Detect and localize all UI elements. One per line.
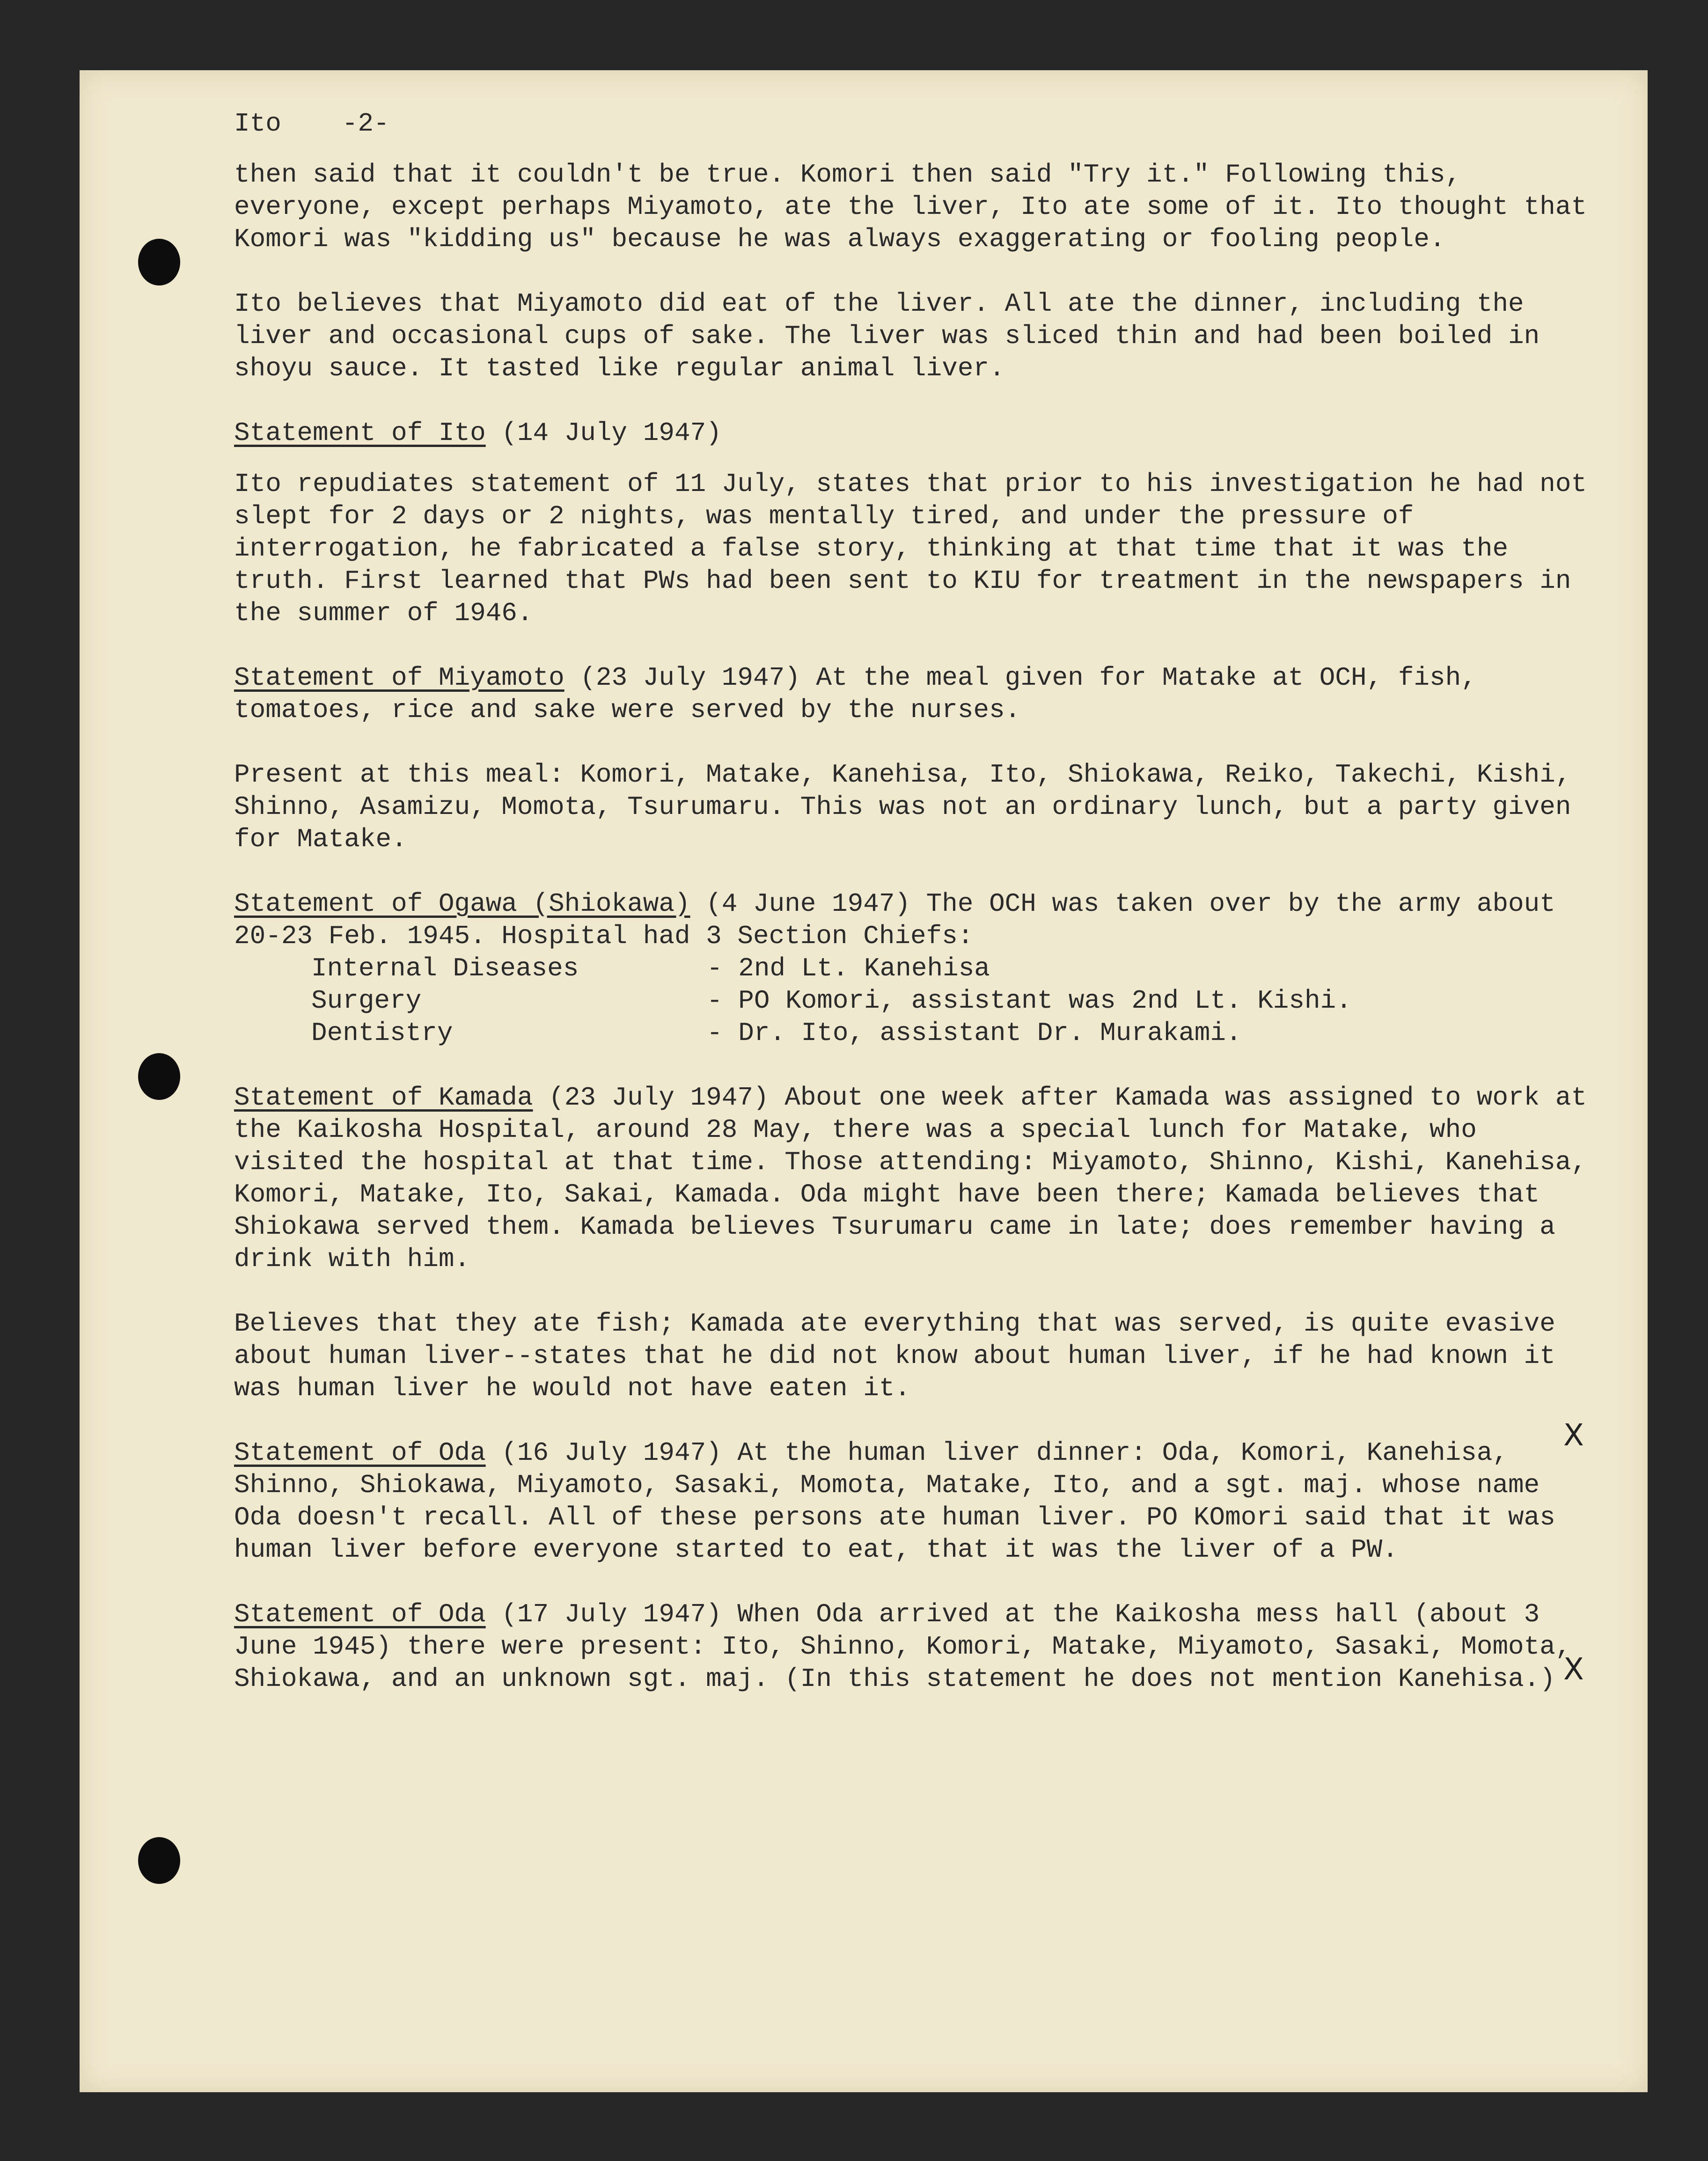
binder-hole-top	[138, 239, 180, 286]
chief: - Dr. Ito, assistant Dr. Murakami.	[707, 1018, 1242, 1048]
department: Dentistry	[311, 1018, 453, 1048]
margin-check-mark: X	[1563, 1652, 1584, 1687]
statement-heading: Statement of Oda	[234, 1438, 486, 1468]
statement-heading: Statement of Ogawa (Shiokawa)	[234, 889, 690, 919]
statement-text: At the meal given for Matake at OCH, fish, tomatoes, rice and sake were served by the nurses.	[234, 663, 1477, 725]
statement-date: (4 June 1947)	[706, 889, 911, 919]
statement-ogawa	[234, 888, 1601, 952]
statement-heading: Statement of Kamada	[234, 1083, 533, 1113]
section-chiefs-list	[234, 952, 1601, 1049]
statement-text: About one week after Kamada was assigned to work at the Kaikosha Hospital, around 28 May, there was a special lunch for Matake, who visited the hospital at that time. Those attending: Miyamoto, Shinno, Kishi, Kanehisa, Komori, Matake, Ito, Sakai, Kamada. Oda might have been there; Kamada believes that Shiokawa served them. Kamada believes Tsurumaru came in late; does remember having a drink with him.	[234, 1083, 1587, 1274]
statement-heading: Statement of Miyamoto	[234, 663, 564, 693]
statement-date: (16 July 1947)	[501, 1438, 722, 1468]
statement-heading: Statement of Ito	[234, 418, 486, 448]
binder-hole-bottom	[138, 1837, 180, 1884]
header-name: Ito	[234, 109, 281, 139]
chief: - 2nd Lt. Kanehisa	[707, 953, 990, 983]
kamada-continued: Believes that they ate fish; Kamada ate everything that was served, is quite evasive about human liver--states that he did not know about human liver, if he had known it was human liver he would not have eaten it.	[234, 1309, 1555, 1403]
statement-oda-16	[234, 1437, 1601, 1566]
statement-ito-text: Ito repudiates statement of 11 July, states that prior to his investigation he had not slept for 2 days or 2 nights, was mentally tired, and under the pressure of interrogation, he fabricated a false story, thinking at that time that it was the truth. First learned that PWs had been sent to KIU for treatment in the newspapers in the summer of 1946.	[234, 469, 1587, 628]
list-item	[234, 985, 1601, 1017]
attendees-paragraph: Present at this meal: Komori, Matake, Kanehisa, Ito, Shiokawa, Reiko, Takechi, Kishi, Shinno, Asamizu, Momota, Tsurumaru. This was not an ordinary lunch, but a party given for Matake.	[234, 760, 1571, 854]
department: Surgery	[311, 986, 422, 1016]
list-item	[234, 952, 1601, 985]
statement-date: (14 July 1947)	[501, 418, 722, 448]
statement-date: (17 July 1947)	[501, 1599, 722, 1629]
binder-hole-middle	[138, 1053, 180, 1100]
statement-text: When Oda arrived at the Kaikosha mess hall (about 3 June 1945) there were present: Ito, Shinno, Komori, Matake, Miyamoto, Sasaki, Momota, Shiokawa, and an unknown sgt. maj. (In this statement he does not mention Kanehisa.)	[234, 1599, 1571, 1694]
statement-text: The OCH was taken over by the army about 20-23 Feb. 1945. Hospital had 3 Section Chiefs:	[234, 889, 1555, 951]
paragraph-1: then said that it couldn't be true. Komori then said "Try it." Following this, everyone, except perhaps Miyamoto, ate the liver, Ito ate some of it. Ito thought that Komori was "kidding us" because he was always exaggerating or fooling people.	[234, 160, 1587, 254]
page-header	[234, 108, 1601, 140]
list-item	[234, 1017, 1601, 1049]
margin-check-mark: X	[1563, 1418, 1584, 1453]
paragraph-2: Ito believes that Miyamoto did eat of the liver. All ate the dinner, including the liver and occasional cups of sake. The liver was sliced thin and had been boiled in shoyu sauce. It tasted like regular animal liver.	[234, 289, 1540, 383]
statement-oda-17	[234, 1598, 1601, 1695]
statement-ito-heading-line	[234, 417, 1601, 449]
statement-heading: Statement of Oda	[234, 1599, 486, 1629]
statement-text: At the human liver dinner: Oda, Komori, Kanehisa, Shinno, Shiokawa, Miyamoto, Sasaki, Momota, Matake, Ito, and a sgt. maj. whose name Oda doesn't recall. All of these persons ate human liver. PO KOmori said that it was human liver before everyone started to eat, that it was the liver of a PW.	[234, 1438, 1555, 1565]
statement-kamada	[234, 1082, 1601, 1275]
statement-date: (23 July 1947)	[549, 1083, 769, 1113]
page-number: -2-	[342, 109, 389, 139]
chief: - PO Komori, assistant was 2nd Lt. Kishi.	[707, 986, 1352, 1016]
statement-miyamoto	[234, 662, 1601, 726]
department: Internal Diseases	[311, 953, 579, 983]
page-text	[234, 108, 1601, 1728]
statement-date: (23 July 1947)	[580, 663, 800, 693]
